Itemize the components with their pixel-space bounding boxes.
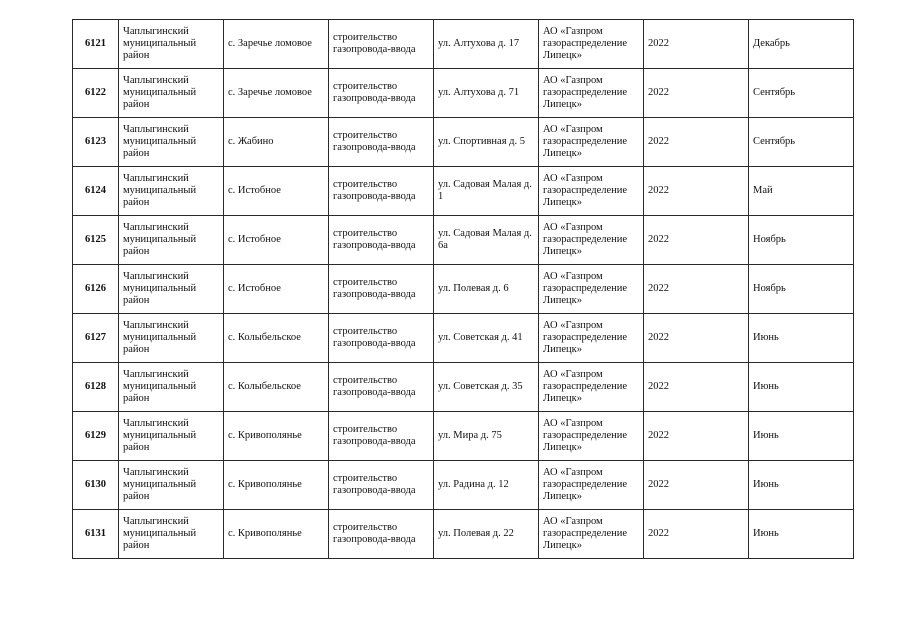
- organization-cell: АО «Газпром газораспределение Липецк»: [539, 69, 644, 118]
- village-cell: с. Кривополянье: [224, 461, 329, 510]
- row-number: 6121: [73, 20, 119, 69]
- table-row: [73, 412, 854, 461]
- table-row: [73, 363, 854, 412]
- year-cell: 2022: [644, 69, 749, 118]
- address-cell: ул. Садовая Малая д. 6а: [434, 216, 539, 265]
- address-cell: ул. Полевая д. 22: [434, 510, 539, 559]
- organization-cell: АО «Газпром газораспределение Липецк»: [539, 461, 644, 510]
- year-cell: 2022: [644, 461, 749, 510]
- work-type-cell: строительство газопровода-ввода: [329, 412, 434, 461]
- work-type-cell: строительство газопровода-ввода: [329, 216, 434, 265]
- month-cell: Май: [749, 167, 854, 216]
- district-cell: Чаплыгинский муниципальный район: [119, 461, 224, 510]
- table-body: [73, 20, 854, 559]
- row-number: 6122: [73, 69, 119, 118]
- table-row: [73, 265, 854, 314]
- organization-cell: АО «Газпром газораспределение Липецк»: [539, 363, 644, 412]
- month-cell: Июнь: [749, 461, 854, 510]
- year-cell: 2022: [644, 216, 749, 265]
- work-type-cell: строительство газопровода-ввода: [329, 118, 434, 167]
- work-type-cell: строительство газопровода-ввода: [329, 69, 434, 118]
- year-cell: 2022: [644, 363, 749, 412]
- district-cell: Чаплыгинский муниципальный район: [119, 118, 224, 167]
- work-type-cell: строительство газопровода-ввода: [329, 363, 434, 412]
- work-type-cell: строительство газопровода-ввода: [329, 461, 434, 510]
- address-cell: ул. Алтухова д. 71: [434, 69, 539, 118]
- table-row: [73, 167, 854, 216]
- table-row: [73, 216, 854, 265]
- table-row: [73, 20, 854, 69]
- address-cell: ул. Советская д. 35: [434, 363, 539, 412]
- address-cell: ул. Советская д. 41: [434, 314, 539, 363]
- row-number: 6126: [73, 265, 119, 314]
- organization-cell: АО «Газпром газораспределение Липецк»: [539, 510, 644, 559]
- district-cell: Чаплыгинский муниципальный район: [119, 412, 224, 461]
- organization-cell: АО «Газпром газораспределение Липецк»: [539, 167, 644, 216]
- year-cell: 2022: [644, 510, 749, 559]
- village-cell: с. Истобное: [224, 167, 329, 216]
- month-cell: Ноябрь: [749, 265, 854, 314]
- village-cell: с. Истобное: [224, 265, 329, 314]
- year-cell: 2022: [644, 118, 749, 167]
- year-cell: 2022: [644, 314, 749, 363]
- row-number: 6125: [73, 216, 119, 265]
- year-cell: 2022: [644, 167, 749, 216]
- row-number: 6129: [73, 412, 119, 461]
- district-cell: Чаплыгинский муниципальный район: [119, 314, 224, 363]
- organization-cell: АО «Газпром газораспределение Липецк»: [539, 20, 644, 69]
- village-cell: с. Истобное: [224, 216, 329, 265]
- work-type-cell: строительство газопровода-ввода: [329, 314, 434, 363]
- table-row: [73, 461, 854, 510]
- work-type-cell: строительство газопровода-ввода: [329, 265, 434, 314]
- table-row: [73, 69, 854, 118]
- district-cell: Чаплыгинский муниципальный район: [119, 510, 224, 559]
- district-cell: Чаплыгинский муниципальный район: [119, 216, 224, 265]
- row-number: 6130: [73, 461, 119, 510]
- village-cell: с. Кривополянье: [224, 412, 329, 461]
- district-cell: Чаплыгинский муниципальный район: [119, 20, 224, 69]
- month-cell: Сентябрь: [749, 118, 854, 167]
- year-cell: 2022: [644, 412, 749, 461]
- organization-cell: АО «Газпром газораспределение Липецк»: [539, 314, 644, 363]
- month-cell: Июнь: [749, 412, 854, 461]
- year-cell: 2022: [644, 265, 749, 314]
- organization-cell: АО «Газпром газораспределение Липецк»: [539, 216, 644, 265]
- table-row: [73, 314, 854, 363]
- village-cell: с. Заречье ломовое: [224, 20, 329, 69]
- district-cell: Чаплыгинский муниципальный район: [119, 69, 224, 118]
- gas-connection-table: [72, 19, 854, 559]
- district-cell: Чаплыгинский муниципальный район: [119, 265, 224, 314]
- month-cell: Декабрь: [749, 20, 854, 69]
- village-cell: с. Кривополянье: [224, 510, 329, 559]
- address-cell: ул. Алтухова д. 17: [434, 20, 539, 69]
- month-cell: Июнь: [749, 363, 854, 412]
- table-row: [73, 118, 854, 167]
- work-type-cell: строительство газопровода-ввода: [329, 20, 434, 69]
- village-cell: с. Колыбельское: [224, 314, 329, 363]
- month-cell: Июнь: [749, 314, 854, 363]
- month-cell: Сентябрь: [749, 69, 854, 118]
- organization-cell: АО «Газпром газораспределение Липецк»: [539, 265, 644, 314]
- organization-cell: АО «Газпром газораспределение Липецк»: [539, 118, 644, 167]
- work-type-cell: строительство газопровода-ввода: [329, 167, 434, 216]
- row-number: 6131: [73, 510, 119, 559]
- district-cell: Чаплыгинский муниципальный район: [119, 363, 224, 412]
- address-cell: ул. Садовая Малая д. 1: [434, 167, 539, 216]
- table-row: [73, 510, 854, 559]
- row-number: 6124: [73, 167, 119, 216]
- address-cell: ул. Мира д. 75: [434, 412, 539, 461]
- work-type-cell: строительство газопровода-ввода: [329, 510, 434, 559]
- village-cell: с. Жабино: [224, 118, 329, 167]
- year-cell: 2022: [644, 20, 749, 69]
- village-cell: с. Колыбельское: [224, 363, 329, 412]
- address-cell: ул. Радина д. 12: [434, 461, 539, 510]
- village-cell: с. Заречье ломовое: [224, 69, 329, 118]
- row-number: 6128: [73, 363, 119, 412]
- organization-cell: АО «Газпром газораспределение Липецк»: [539, 412, 644, 461]
- address-cell: ул. Полевая д. 6: [434, 265, 539, 314]
- month-cell: Ноябрь: [749, 216, 854, 265]
- address-cell: ул. Спортивная д. 5: [434, 118, 539, 167]
- row-number: 6127: [73, 314, 119, 363]
- month-cell: Июнь: [749, 510, 854, 559]
- district-cell: Чаплыгинский муниципальный район: [119, 167, 224, 216]
- row-number: 6123: [73, 118, 119, 167]
